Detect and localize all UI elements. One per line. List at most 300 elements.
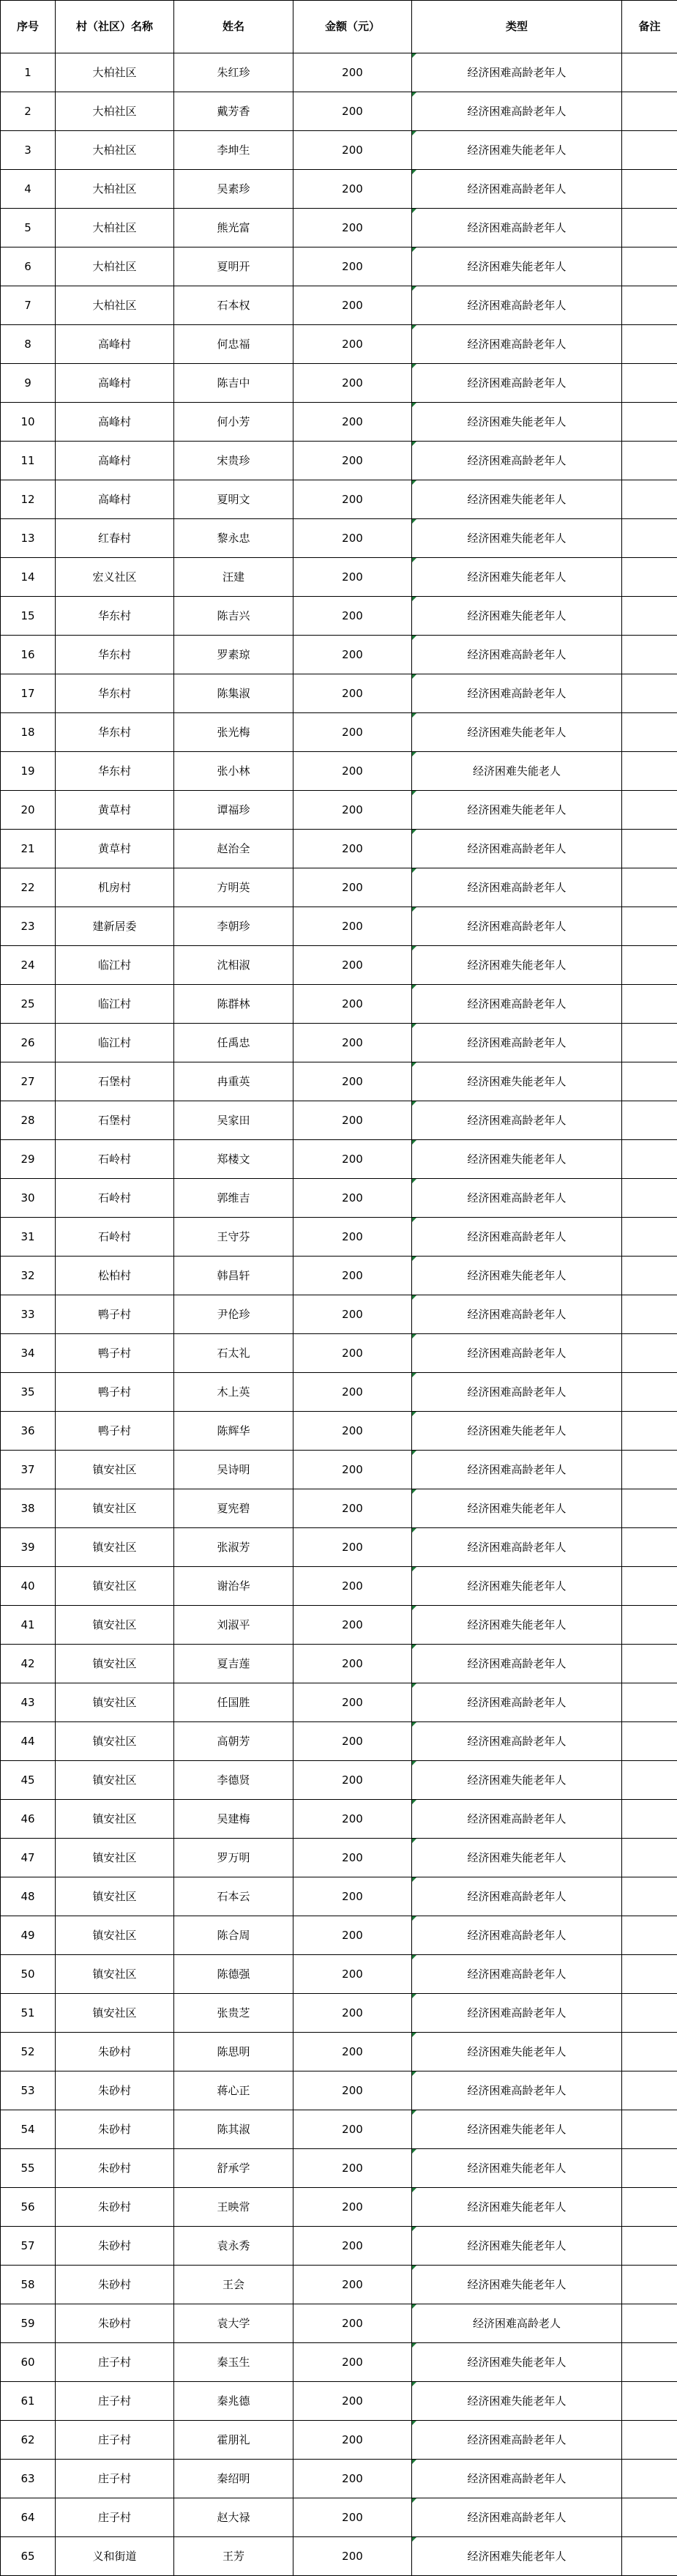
cell-type bbox=[412, 1645, 622, 1683]
cell-amount: 200 bbox=[293, 1489, 412, 1528]
cell-village: 石岭村 bbox=[56, 1140, 174, 1179]
cell-name: 吴诗明 bbox=[174, 1451, 293, 1489]
cell-comment-marker-icon bbox=[412, 1528, 416, 1533]
header-name: 姓名 bbox=[174, 1, 293, 53]
cell-amount: 200 bbox=[293, 2188, 412, 2227]
cell-type-text: 经济困难失能老年人 bbox=[467, 1269, 566, 1282]
cell-type bbox=[412, 2033, 622, 2071]
cell-type bbox=[412, 868, 622, 907]
cell-note bbox=[622, 1489, 677, 1528]
cell-comment-marker-icon bbox=[412, 752, 416, 756]
cell-name: 陈吉兴 bbox=[174, 597, 293, 636]
cell-note bbox=[622, 2343, 677, 2382]
cell-name: 吴素珍 bbox=[174, 170, 293, 209]
cell-seq: 27 bbox=[1, 1062, 56, 1101]
cell-comment-marker-icon bbox=[412, 2382, 416, 2386]
cell-type bbox=[412, 713, 622, 752]
cell-name: 李朝珍 bbox=[174, 907, 293, 946]
cell-note bbox=[622, 674, 677, 713]
cell-type-text: 经济困难高龄老年人 bbox=[467, 881, 566, 894]
cell-comment-marker-icon bbox=[412, 2266, 416, 2270]
cell-name: 谢治华 bbox=[174, 1567, 293, 1606]
table-row bbox=[1, 791, 677, 830]
cell-name: 秦兆德 bbox=[174, 2382, 293, 2421]
cell-note bbox=[622, 1916, 677, 1955]
cell-type-text: 经济困难失能老年人 bbox=[467, 2550, 566, 2563]
cell-comment-marker-icon bbox=[412, 1916, 416, 1921]
cell-amount: 200 bbox=[293, 791, 412, 830]
table-row bbox=[1, 2537, 677, 2576]
cell-type bbox=[412, 2421, 622, 2460]
cell-seq: 29 bbox=[1, 1140, 56, 1179]
cell-seq: 47 bbox=[1, 1839, 56, 1877]
cell-note bbox=[622, 1062, 677, 1101]
cell-type bbox=[412, 2343, 622, 2382]
table-row bbox=[1, 1955, 677, 1994]
cell-type bbox=[412, 209, 622, 247]
cell-comment-marker-icon bbox=[412, 247, 416, 252]
cell-comment-marker-icon bbox=[412, 170, 416, 174]
cell-type bbox=[412, 1800, 622, 1839]
cell-comment-marker-icon bbox=[412, 1062, 416, 1067]
cell-type-text: 经济困难高龄老年人 bbox=[467, 1890, 566, 1903]
cell-type-text: 经济困难高龄老年人 bbox=[467, 1735, 566, 1748]
cell-type-text: 经济困难失能老人 bbox=[473, 764, 561, 778]
cell-comment-marker-icon bbox=[412, 2343, 416, 2348]
cell-name: 木上英 bbox=[174, 1373, 293, 1412]
table-row bbox=[1, 1645, 677, 1683]
cell-amount: 200 bbox=[293, 2266, 412, 2304]
cell-seq: 26 bbox=[1, 1024, 56, 1062]
cell-type-text: 经济困难高龄老年人 bbox=[467, 376, 566, 390]
cell-village: 镇安社区 bbox=[56, 1722, 174, 1761]
cell-name: 袁永秀 bbox=[174, 2227, 293, 2266]
cell-seq: 44 bbox=[1, 1722, 56, 1761]
cell-village: 大柏社区 bbox=[56, 131, 174, 170]
table-row bbox=[1, 480, 677, 519]
cell-note bbox=[622, 1606, 677, 1645]
cell-amount: 200 bbox=[293, 92, 412, 131]
table-row bbox=[1, 907, 677, 946]
table-row bbox=[1, 92, 677, 131]
cell-comment-marker-icon bbox=[412, 480, 416, 485]
cell-village: 朱砂村 bbox=[56, 2266, 174, 2304]
cell-note bbox=[622, 1024, 677, 1062]
cell-type-text: 经济困难高龄老年人 bbox=[467, 105, 566, 118]
cell-amount: 200 bbox=[293, 985, 412, 1024]
cell-name: 李德贤 bbox=[174, 1761, 293, 1800]
cell-type bbox=[412, 247, 622, 286]
cell-amount: 200 bbox=[293, 170, 412, 209]
cell-seq: 39 bbox=[1, 1528, 56, 1567]
cell-note bbox=[622, 946, 677, 985]
cell-comment-marker-icon bbox=[412, 1257, 416, 1261]
table-row bbox=[1, 713, 677, 752]
cell-type-text: 经济困难高龄老年人 bbox=[467, 1036, 566, 1049]
cell-amount: 200 bbox=[293, 1761, 412, 1800]
cell-village: 镇安社区 bbox=[56, 1683, 174, 1722]
cell-amount: 200 bbox=[293, 1101, 412, 1140]
table-row bbox=[1, 752, 677, 791]
cell-name: 陈群林 bbox=[174, 985, 293, 1024]
cell-seq: 2 bbox=[1, 92, 56, 131]
cell-name: 陈其淑 bbox=[174, 2110, 293, 2149]
cell-type-text: 经济困难高龄老年人 bbox=[467, 2084, 566, 2097]
cell-amount: 200 bbox=[293, 247, 412, 286]
table-row bbox=[1, 1528, 677, 1567]
cell-seq: 30 bbox=[1, 1179, 56, 1218]
cell-seq: 28 bbox=[1, 1101, 56, 1140]
cell-type bbox=[412, 1916, 622, 1955]
cell-seq: 55 bbox=[1, 2149, 56, 2188]
table-row bbox=[1, 1839, 677, 1877]
cell-note bbox=[622, 286, 677, 325]
cell-comment-marker-icon bbox=[412, 519, 416, 524]
cell-type bbox=[412, 1994, 622, 2033]
cell-type bbox=[412, 946, 622, 985]
cell-village: 红春村 bbox=[56, 519, 174, 558]
cell-comment-marker-icon bbox=[412, 1567, 416, 1571]
cell-type-text: 经济困难失能老年人 bbox=[467, 1424, 566, 1437]
cell-type-text: 经济困难失能老年人 bbox=[467, 609, 566, 622]
cell-type bbox=[412, 1412, 622, 1451]
cell-name: 张光梅 bbox=[174, 713, 293, 752]
cell-note bbox=[622, 1257, 677, 1295]
cell-village: 华东村 bbox=[56, 674, 174, 713]
cell-type-text: 经济困难失能老年人 bbox=[467, 260, 566, 273]
cell-name: 朱红珍 bbox=[174, 53, 293, 92]
cell-note bbox=[622, 636, 677, 674]
cell-seq: 45 bbox=[1, 1761, 56, 1800]
cell-note bbox=[622, 830, 677, 868]
table-row bbox=[1, 2382, 677, 2421]
cell-amount: 200 bbox=[293, 1218, 412, 1257]
cell-village: 鸭子村 bbox=[56, 1412, 174, 1451]
cell-type-text: 经济困难失能老年人 bbox=[467, 1773, 566, 1787]
cell-type bbox=[412, 791, 622, 830]
cell-type bbox=[412, 1606, 622, 1645]
cell-name: 王会 bbox=[174, 2266, 293, 2304]
cell-type-text: 经济困难高龄老年人 bbox=[467, 648, 566, 661]
cell-note bbox=[622, 247, 677, 286]
header-amount: 金额（元） bbox=[293, 1, 412, 53]
cell-comment-marker-icon bbox=[412, 1179, 416, 1183]
cell-comment-marker-icon bbox=[412, 1140, 416, 1144]
cell-amount: 200 bbox=[293, 519, 412, 558]
cell-village: 镇安社区 bbox=[56, 1761, 174, 1800]
cell-comment-marker-icon bbox=[412, 2188, 416, 2192]
cell-type-text: 经济困难失能老年人 bbox=[467, 2162, 566, 2175]
cell-amount: 200 bbox=[293, 1567, 412, 1606]
cell-type bbox=[412, 1101, 622, 1140]
cell-comment-marker-icon bbox=[412, 1295, 416, 1300]
cell-type bbox=[412, 442, 622, 480]
cell-note bbox=[622, 1645, 677, 1683]
cell-name: 吴建梅 bbox=[174, 1800, 293, 1839]
header-village: 村（社区）名称 bbox=[56, 1, 174, 53]
cell-name: 郑楼文 bbox=[174, 1140, 293, 1179]
cell-name: 张小林 bbox=[174, 752, 293, 791]
table-row bbox=[1, 2033, 677, 2071]
cell-type-text: 经济困难失能老年人 bbox=[467, 2123, 566, 2136]
cell-seq: 48 bbox=[1, 1877, 56, 1916]
cell-comment-marker-icon bbox=[412, 1373, 416, 1377]
cell-comment-marker-icon bbox=[412, 713, 416, 718]
table-row bbox=[1, 2071, 677, 2110]
table-row bbox=[1, 674, 677, 713]
table-row bbox=[1, 53, 677, 92]
cell-type bbox=[412, 364, 622, 403]
cell-amount: 200 bbox=[293, 53, 412, 92]
cell-note bbox=[622, 597, 677, 636]
cell-amount: 200 bbox=[293, 1528, 412, 1567]
cell-amount: 200 bbox=[293, 2421, 412, 2460]
cell-type-text: 经济困难高龄老年人 bbox=[467, 1929, 566, 1942]
cell-seq: 59 bbox=[1, 2304, 56, 2343]
cell-name: 陈集淑 bbox=[174, 674, 293, 713]
cell-note bbox=[622, 2266, 677, 2304]
header-seq: 序号 bbox=[1, 1, 56, 53]
cell-seq: 46 bbox=[1, 1800, 56, 1839]
cell-village: 石堡村 bbox=[56, 1101, 174, 1140]
cell-comment-marker-icon bbox=[412, 558, 416, 562]
cell-seq: 7 bbox=[1, 286, 56, 325]
cell-type-text: 经济困难失能老年人 bbox=[467, 2394, 566, 2408]
cell-amount: 200 bbox=[293, 1334, 412, 1373]
cell-village: 机房村 bbox=[56, 868, 174, 907]
cell-amount: 200 bbox=[293, 403, 412, 442]
cell-note bbox=[622, 1179, 677, 1218]
cell-amount: 200 bbox=[293, 2227, 412, 2266]
table-row bbox=[1, 325, 677, 364]
cell-name: 张贵芝 bbox=[174, 1994, 293, 2033]
cell-type-text: 经济困难失能老年人 bbox=[467, 1579, 566, 1593]
cell-name: 夏明文 bbox=[174, 480, 293, 519]
table-row bbox=[1, 1179, 677, 1218]
cell-note bbox=[622, 2304, 677, 2343]
cell-village: 石堡村 bbox=[56, 1062, 174, 1101]
cell-amount: 200 bbox=[293, 946, 412, 985]
cell-seq: 23 bbox=[1, 907, 56, 946]
cell-type-text: 经济困难高龄老年人 bbox=[467, 842, 566, 855]
cell-amount: 200 bbox=[293, 1451, 412, 1489]
cell-type-text: 经济困难高龄老年人 bbox=[467, 299, 566, 312]
cell-note bbox=[622, 2382, 677, 2421]
cell-note bbox=[622, 2227, 677, 2266]
cell-seq: 42 bbox=[1, 1645, 56, 1683]
table-row bbox=[1, 364, 677, 403]
cell-name: 石本权 bbox=[174, 286, 293, 325]
cell-note bbox=[622, 2188, 677, 2227]
cell-note bbox=[622, 1412, 677, 1451]
cell-amount: 200 bbox=[293, 209, 412, 247]
cell-comment-marker-icon bbox=[412, 2460, 416, 2464]
cell-type bbox=[412, 2537, 622, 2576]
cell-village: 镇安社区 bbox=[56, 1800, 174, 1839]
cell-comment-marker-icon bbox=[412, 131, 416, 135]
cell-name: 夏吉莲 bbox=[174, 1645, 293, 1683]
cell-village: 镇安社区 bbox=[56, 1877, 174, 1916]
cell-comment-marker-icon bbox=[412, 364, 416, 368]
cell-village: 华东村 bbox=[56, 752, 174, 791]
cell-type-text: 经济困难高龄老年人 bbox=[467, 1308, 566, 1321]
cell-amount: 200 bbox=[293, 1800, 412, 1839]
table-row bbox=[1, 403, 677, 442]
cell-amount: 200 bbox=[293, 1062, 412, 1101]
cell-seq: 51 bbox=[1, 1994, 56, 2033]
cell-type bbox=[412, 519, 622, 558]
cell-type-text: 经济困难失能老年人 bbox=[467, 570, 566, 584]
cell-comment-marker-icon bbox=[412, 674, 416, 679]
cell-village: 松柏村 bbox=[56, 1257, 174, 1295]
cell-village: 大柏社区 bbox=[56, 53, 174, 92]
cell-amount: 200 bbox=[293, 2382, 412, 2421]
table-row bbox=[1, 2304, 677, 2343]
cell-type-text: 经济困难高龄老年人 bbox=[467, 920, 566, 933]
cell-seq: 6 bbox=[1, 247, 56, 286]
cell-type bbox=[412, 1955, 622, 1994]
cell-comment-marker-icon bbox=[412, 985, 416, 989]
table-row bbox=[1, 1683, 677, 1722]
cell-note bbox=[622, 1528, 677, 1567]
cell-seq: 52 bbox=[1, 2033, 56, 2071]
cell-amount: 200 bbox=[293, 597, 412, 636]
cell-village: 镇安社区 bbox=[56, 1839, 174, 1877]
cell-note bbox=[622, 1722, 677, 1761]
cell-type-text: 经济困难高龄老年人 bbox=[467, 2472, 566, 2485]
cell-type bbox=[412, 597, 622, 636]
cell-amount: 200 bbox=[293, 713, 412, 752]
cell-village: 大柏社区 bbox=[56, 286, 174, 325]
cell-type bbox=[412, 2304, 622, 2343]
cell-comment-marker-icon bbox=[412, 1722, 416, 1727]
cell-village: 朱砂村 bbox=[56, 2188, 174, 2227]
cell-amount: 200 bbox=[293, 1645, 412, 1683]
cell-note bbox=[622, 1218, 677, 1257]
table-row bbox=[1, 2149, 677, 2188]
cell-village: 庄子村 bbox=[56, 2460, 174, 2498]
cell-name: 秦玉生 bbox=[174, 2343, 293, 2382]
cell-seq: 16 bbox=[1, 636, 56, 674]
cell-comment-marker-icon bbox=[412, 791, 416, 795]
cell-amount: 200 bbox=[293, 131, 412, 170]
cell-name: 韩昌轩 bbox=[174, 1257, 293, 1295]
cell-type bbox=[412, 752, 622, 791]
header-row bbox=[1, 1, 677, 53]
cell-seq: 61 bbox=[1, 2382, 56, 2421]
cell-comment-marker-icon bbox=[412, 1761, 416, 1765]
cell-seq: 58 bbox=[1, 2266, 56, 2304]
cell-type-text: 经济困难失能老年人 bbox=[467, 1851, 566, 1864]
cell-comment-marker-icon bbox=[412, 2304, 416, 2309]
cell-note bbox=[622, 1373, 677, 1412]
cell-seq: 35 bbox=[1, 1373, 56, 1412]
cell-village: 临江村 bbox=[56, 985, 174, 1024]
cell-seq: 53 bbox=[1, 2071, 56, 2110]
cell-seq: 43 bbox=[1, 1683, 56, 1722]
cell-type bbox=[412, 1062, 622, 1101]
cell-amount: 200 bbox=[293, 286, 412, 325]
cell-village: 高峰村 bbox=[56, 403, 174, 442]
cell-type-text: 经济困难失能老年人 bbox=[467, 1618, 566, 1631]
cell-village: 黄草村 bbox=[56, 830, 174, 868]
table-row bbox=[1, 131, 677, 170]
cell-name: 冉重英 bbox=[174, 1062, 293, 1101]
table-row bbox=[1, 247, 677, 286]
cell-type bbox=[412, 2498, 622, 2537]
table-row bbox=[1, 2343, 677, 2382]
cell-amount: 200 bbox=[293, 752, 412, 791]
cell-comment-marker-icon bbox=[412, 1800, 416, 1804]
cell-type bbox=[412, 1140, 622, 1179]
cell-seq: 13 bbox=[1, 519, 56, 558]
cell-village: 庄子村 bbox=[56, 2421, 174, 2460]
cell-amount: 200 bbox=[293, 1722, 412, 1761]
cell-seq: 50 bbox=[1, 1955, 56, 1994]
cell-type bbox=[412, 1179, 622, 1218]
cell-village: 石岭村 bbox=[56, 1218, 174, 1257]
cell-comment-marker-icon bbox=[412, 2071, 416, 2076]
cell-amount: 200 bbox=[293, 907, 412, 946]
cell-type-text: 经济困难失能老年人 bbox=[467, 2200, 566, 2214]
cell-amount: 200 bbox=[293, 830, 412, 868]
cell-note bbox=[622, 442, 677, 480]
cell-name: 舒承学 bbox=[174, 2149, 293, 2188]
table-row bbox=[1, 1373, 677, 1412]
cell-type-text: 经济困难高龄老年人 bbox=[467, 687, 566, 700]
table-row bbox=[1, 597, 677, 636]
cell-comment-marker-icon bbox=[412, 2227, 416, 2231]
table-row bbox=[1, 1916, 677, 1955]
cell-village: 朱砂村 bbox=[56, 2110, 174, 2149]
cell-type bbox=[412, 286, 622, 325]
cell-type-text: 经济困难高龄老年人 bbox=[467, 1463, 566, 1476]
table-row bbox=[1, 636, 677, 674]
table-header bbox=[1, 1, 677, 53]
cell-note bbox=[622, 2421, 677, 2460]
cell-seq: 4 bbox=[1, 170, 56, 209]
cell-type-text: 经济困难失能老年人 bbox=[467, 2356, 566, 2369]
cell-amount: 200 bbox=[293, 1257, 412, 1295]
cell-seq: 12 bbox=[1, 480, 56, 519]
cell-village: 镇安社区 bbox=[56, 1916, 174, 1955]
cell-village: 镇安社区 bbox=[56, 1645, 174, 1683]
cell-village: 高峰村 bbox=[56, 325, 174, 364]
cell-type bbox=[412, 1839, 622, 1877]
cell-name: 戴芳香 bbox=[174, 92, 293, 131]
cell-type-text: 经济困难高龄老年人 bbox=[467, 1347, 566, 1360]
cell-name: 沈相淑 bbox=[174, 946, 293, 985]
table-row bbox=[1, 1877, 677, 1916]
cell-amount: 200 bbox=[293, 2537, 412, 2576]
cell-village: 庄子村 bbox=[56, 2382, 174, 2421]
cell-comment-marker-icon bbox=[412, 1606, 416, 1610]
cell-type-text: 经济困难高龄老年人 bbox=[467, 182, 566, 196]
cell-type-text: 经济困难高龄老年人 bbox=[467, 2433, 566, 2446]
cell-type bbox=[412, 1761, 622, 1800]
cell-name: 汪建 bbox=[174, 558, 293, 597]
cell-seq: 14 bbox=[1, 558, 56, 597]
cell-note bbox=[622, 1683, 677, 1722]
cell-type-text: 经济困难失能老年人 bbox=[467, 1502, 566, 1515]
cell-note bbox=[622, 2071, 677, 2110]
cell-name: 蒋心正 bbox=[174, 2071, 293, 2110]
cell-note bbox=[622, 1334, 677, 1373]
table-row bbox=[1, 2460, 677, 2498]
cell-comment-marker-icon bbox=[412, 868, 416, 873]
cell-name: 石太礼 bbox=[174, 1334, 293, 1373]
cell-village: 华东村 bbox=[56, 597, 174, 636]
